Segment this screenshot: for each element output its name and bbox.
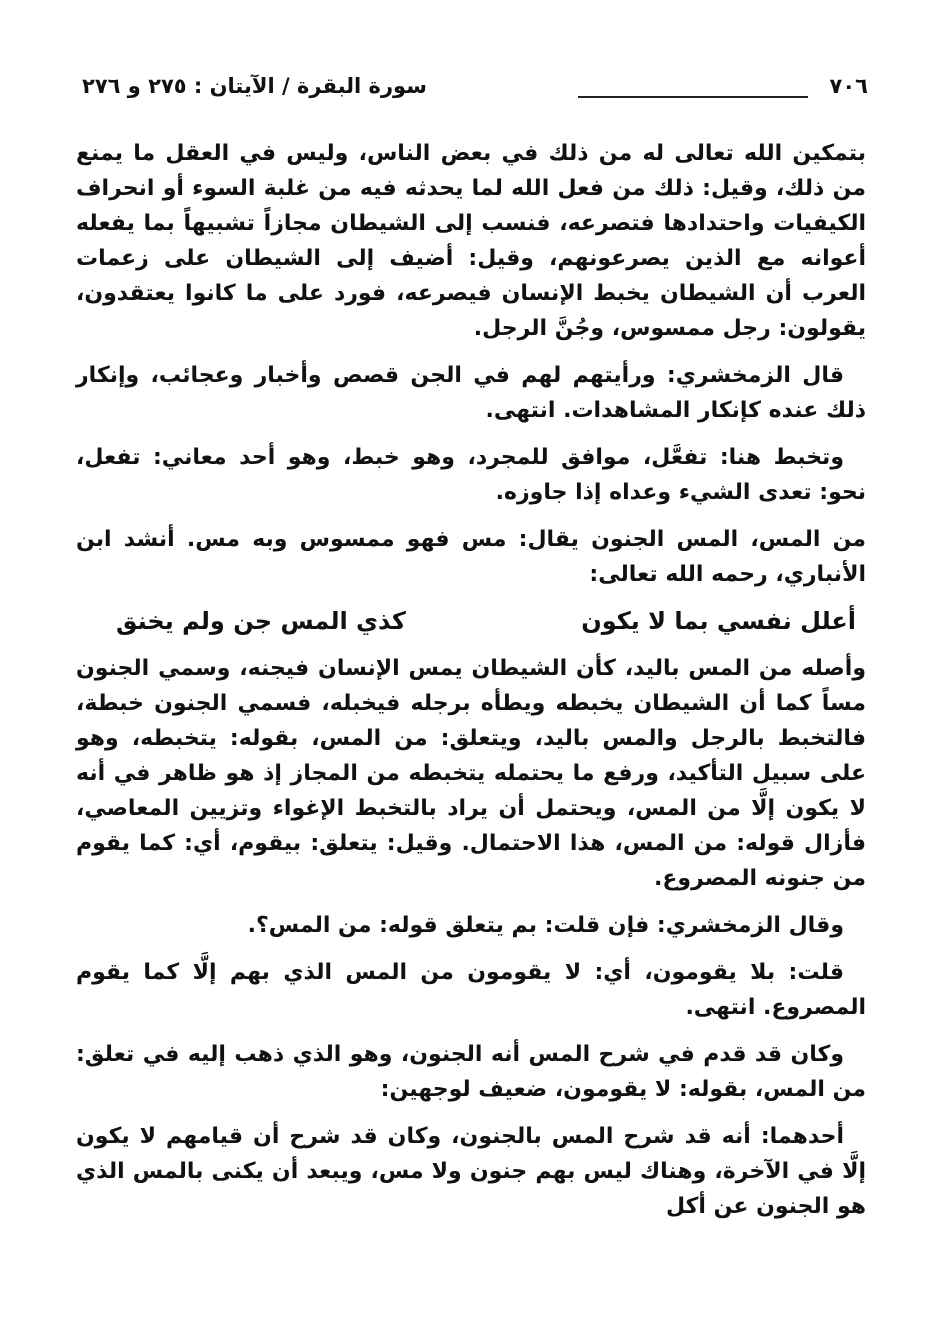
paragraph: وتخبط هنا: تفعَّل، موافق للمجرد، وهو خبط، وهو أحد معاني: تفعل، نحو: تعدى الشيء وعداه إذا جاوزه. [76, 445, 866, 505]
paragraph: أحدهما: أنه قد شرح المس بالجنون، وكان قد شرح أن قيامهم لا يكون إلَّا في الآخرة، وهناك ليس بهم جنون ولا مس، ويبعد أن يكنى بالمس الذي هو الجنون عن أكل [76, 1124, 866, 1219]
paragraph: وقال الزمخشري: فإن قلت: بم يتعلق قوله: من المس؟. [247, 913, 844, 938]
verse-hemistich-second: كذي المس جن ولم يخنق [116, 607, 406, 635]
paragraph: بتمكين الله تعالى له من ذلك في بعض الناس، وليس في العقل ما يمنع من ذلك، وقيل: ذلك من فعل الله لما يحدثه فيه من غلبة السوء أو انحراف الكيفيات واحتدادها فتصرعه، فنسب إلى الشيطان مجازاً تشبيهاً بما يفعله أعوانه مع الذين يصرعونهم، وقيل: أضيف إلى الشيطان على زعمات العرب أن الشيطان يخبط الإنسان فيصرعه، فورد على ما كانوا يعتقدون، يقولون: رجل ممسوس، وجُنَّ الرجل. [76, 141, 866, 341]
paragraph: قلت: بلا يقومون، أي: لا يقومون من المس الذي بهم إلَّا كما يقوم المصروع. انتهى. [76, 960, 866, 1020]
header-rule [578, 96, 808, 98]
poetry-verse [76, 604, 866, 639]
paragraph: قال الزمخشري: ورأيتهم لهم في الجن قصص وأخبار وعجائب، وإنكار ذلك عنده كإنكار المشاهدات. انتهى. [76, 363, 866, 423]
page-header [82, 68, 868, 108]
running-title: سورة البقرة / الآيتان : ٢٧٥ و ٢٧٦ [82, 74, 427, 98]
page-number: ٧٠٦ [829, 74, 868, 98]
page-body [76, 136, 866, 1236]
paragraph: من المس، المس الجنون يقال: مس فهو ممسوس وبه مس. أنشد ابن الأنباري، رحمه الله تعالى: [76, 527, 866, 587]
verse-hemistich-first: أعلل نفسي بما لا يكون [581, 607, 856, 635]
paragraph: وأصله من المس باليد، كأن الشيطان يمس الإنسان فيجنه، وسمي الجنون مساً كما أن الشيطان يخبطه ويطأه برجله فيخبله، فسمي الجنون خبطة، فالتخبط بالرجل والمس باليد، ويتعلق: من المس، بقوله: يتخبطه، وهو على سبيل التأكيد، ورفع ما يحتمله يتخبطه من المجاز إذ هو ظاهر في أنه لا يكون إلَّا من المس، ويحتمل أن يراد بالتخبط الإغواء وتزيين المعاصي، فأزال قوله: من المس، هذا الاحتمال. وقيل: يتعلق: بيقوم، أي: كما يقوم من جنونه المصروع. [76, 656, 866, 891]
paragraph: وكان قد قدم في شرح المس أنه الجنون، وهو الذي ذهب إليه في تعلق: من المس، بقوله: لا يقومون، ضعيف لوجهين: [76, 1042, 866, 1102]
